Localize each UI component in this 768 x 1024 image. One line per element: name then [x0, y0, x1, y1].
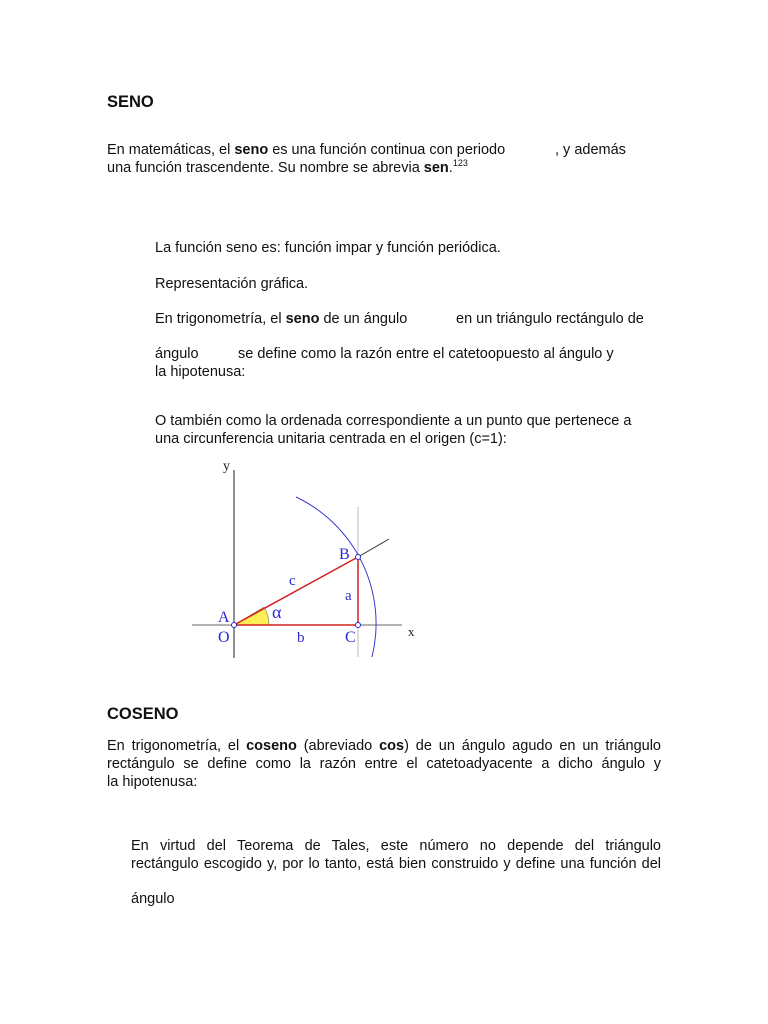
seno-circle-line-1: O también como la ordenada correspondiente a un punto que pertenece a: [155, 413, 632, 429]
label-point-o: O: [218, 629, 230, 646]
point-c-marker: [356, 623, 361, 628]
y-axis-label: y: [223, 459, 230, 474]
label-angle-alpha: α: [272, 602, 282, 622]
label-side-b: b: [297, 630, 305, 646]
coseno-p1-line-2: rectángulo se define como la razón entre el catetoadyacente a dicho ángulo y: [107, 756, 661, 772]
coseno-p1-line-1: En trigonometría, el coseno (abreviado cos) de un ángulo agudo en un triángulo: [107, 738, 661, 754]
point-a-marker: [232, 623, 237, 628]
seno-trig-line-1-end: en un triángulo rectángulo de: [456, 311, 644, 327]
seno-intro-line-2: una función trascendente. Su nombre se abrevia sen.$^{123}$: [107, 158, 468, 176]
footnote-ref: 123: [452, 158, 468, 168]
section-heading-coseno: COSENO: [107, 705, 179, 723]
seno-trig-line-2: se define como la razón entre el catetoopuesto al ángulo y: [238, 346, 614, 362]
seno-trig-line-3: la hipotenusa:: [155, 364, 246, 380]
unit-circle-arc: [296, 497, 376, 657]
seno-intro-line-1-end: , y además: [555, 142, 626, 158]
label-point-c: C: [345, 629, 356, 646]
label-point-a: A: [218, 609, 230, 626]
x-axis-label: x: [408, 624, 415, 639]
seno-circle-line-2: una circunferencia unitaria centrada en el origen (c=1):: [155, 431, 507, 447]
seno-properties: La función seno es: función impar y función periódica.: [155, 240, 501, 256]
hypotenuse-extension: [358, 539, 389, 557]
coseno-p2-line-2: rectángulo escogido y, por lo tanto, está bien construido y define una función del: [131, 856, 661, 872]
seno-representation: Representación gráfica.: [155, 276, 309, 292]
label-side-a: a: [345, 588, 352, 604]
coseno-p2-line-1: En virtud del Teorema de Tales, este número no depende del triángulo: [131, 838, 661, 854]
seno-intro-line-1: En matemáticas, el seno es una función continua con periodo: [107, 142, 506, 158]
label-point-b: B: [339, 546, 350, 563]
seno-trig-line-2-start: ángulo: [155, 346, 199, 362]
point-b-marker: [356, 555, 361, 560]
label-side-c: c: [289, 573, 296, 589]
section-heading-seno: SENO: [107, 93, 154, 111]
coseno-p2-line-3: ángulo: [131, 891, 175, 907]
coseno-p1-line-3: la hipotenusa:: [107, 774, 198, 790]
right-triangle: [234, 557, 358, 625]
seno-trig-line-1: En trigonometría, el seno de un ángulo: [155, 311, 408, 327]
